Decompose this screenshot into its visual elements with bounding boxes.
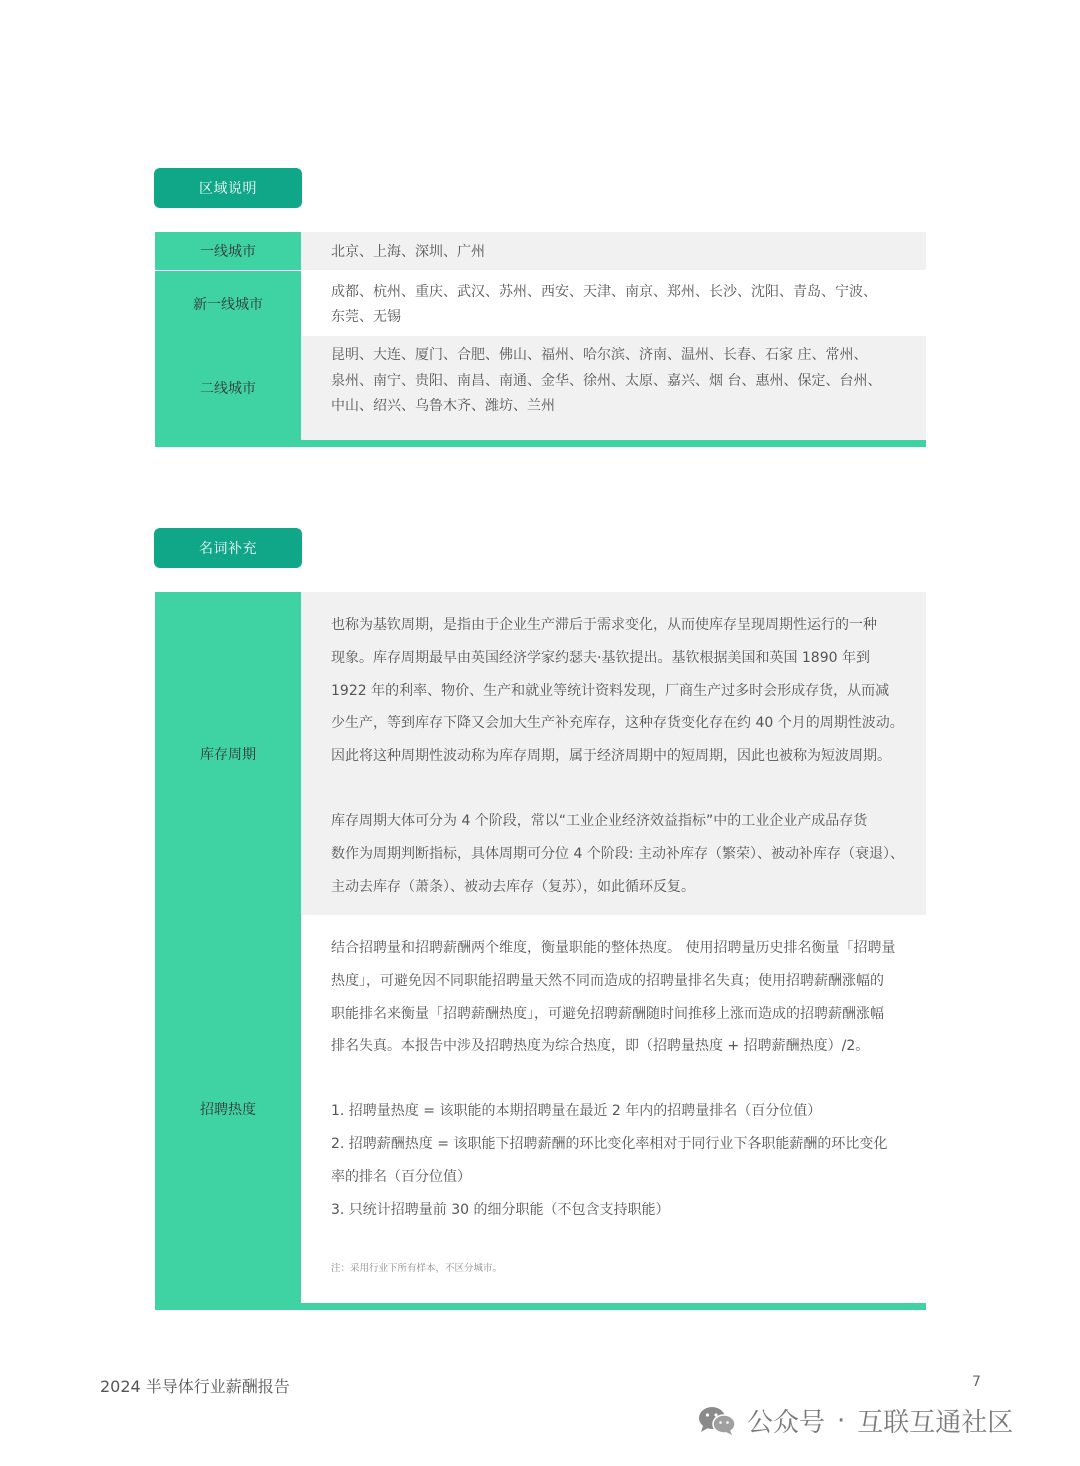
paragraph-gap [331,1063,908,1095]
row-label: 招聘热度 [155,915,301,1303]
table-row [155,336,926,440]
paragraph-gap [331,773,908,805]
row-label: 新一线城市 [155,271,301,336]
text-line: 成都、杭州、重庆、武汉、苏州、西安、天津、南京、郑州、长沙、沈阳、青岛、宁波、 [331,284,877,300]
report-title: 2024 半导体行业薪酬报告 [100,1377,290,1396]
table-row [155,270,926,336]
row-content [301,592,926,915]
text-line: 数作为周期判断指标，具体周期可分位 4 个阶段: 主动补库存（繁荣）、被动补库存（衰退）、 [331,845,904,862]
text-line: 现象。库存周期最早由英国经济学家约瑟夫·基钦提出。基钦根据美国和英国 1890 年到 [331,649,870,666]
table-bottom-bar [155,440,926,447]
row-label: 一线城市 [155,232,301,270]
row-content [301,232,926,270]
text-line: 结合招聘量和招聘薪酬两个维度，衡量职能的整体热度。 使用招聘量历史排名衡量「招聘量 [331,940,896,956]
text-line: 也称为基钦周期，是指由于企业生产滞后于需求变化，从而使库存呈现周期性运行的一种 [331,617,877,633]
wechat-icon [697,1405,737,1437]
row-content [301,336,926,440]
section-title-region: 区域说明 [154,168,302,208]
text-line: 1922 年的利率、物价、生产和就业等统计资料发现，厂商生产过多时会形成存货，从而减 [331,682,890,699]
row-label: 库存周期 [155,592,301,915]
text-line: 昆明、大连、厦门、合肥、佛山、福州、哈尔滨、济南、温州、长春、石家 庄、常州、 [331,347,868,363]
text-line: 库存周期大体可分为 4 个阶段，常以“工业企业经济效益指标”中的工业企业产成品存货 [331,812,868,829]
table-row [155,915,926,1303]
text-line: 泉州、南宁、贵阳、南昌、南通、金华、徐州、太原、嘉兴、烟 台、惠州、保定、台州、 [331,372,882,389]
footnote: 注：采用行业下所有样本，不区分城市。 [331,1263,503,1275]
text-line: 热度」，可避免因不同职能招聘量天然不同而造成的招聘量排名失真；使用招聘薪酬涨幅的 [331,972,884,989]
text-line: 职能排名来衡量「招聘薪酬热度」，可避免招聘薪酬随时间推移上涨而造成的招聘薪酬涨幅 [331,1005,884,1022]
text-line: 2. 招聘薪酬热度 = 该职能下招聘薪酬的环比变化率相对于同行业下各职能薪酬的环比变化 [331,1135,888,1152]
row-content [301,271,926,336]
text-line: 中山、绍兴、乌鲁木齐、潍坊、兰州 [331,398,555,414]
text-line: 排名失真。本报告中涉及招聘热度为综合热度，即（招聘量热度 + 招聘薪酬热度）/2。 [331,1038,870,1055]
text-line: 1. 招聘量热度 = 该职能的本期招聘量在最近 2 年内的招聘量排名（百分位值） [331,1103,822,1120]
table-row [155,592,926,915]
text-line: 少生产，等到库存下降又会加大生产补充库存，这种存货变化存在约 40 个月的周期性波动。 [331,715,904,732]
region-table [155,232,926,447]
table-row [155,232,926,270]
text-line: 因此将这种周期性波动称为库存周期，属于经济周期中的短周期，因此也被称为短波周期。 [331,748,891,765]
watermark-separator: · [837,1405,846,1436]
text-line: 东莞、无锡 [331,309,401,325]
watermark-name: 互联互通社区 [857,1408,1014,1438]
text-line: 3. 只统计招聘量前 30 的细分职能（不包含支持职能） [331,1201,670,1218]
row-content [301,915,926,1303]
table-bottom-bar [155,1303,926,1310]
row-label: 二线城市 [155,336,301,440]
text-line: 北京、上海、深圳、广州 [331,244,485,260]
glossary-table [155,592,926,1310]
section-title-glossary: 名词补充 [154,528,302,568]
watermark-prefix: 公众号 [747,1408,826,1438]
page-number: 7 [972,1374,981,1390]
text-line: 主动去库存（萧条）、被动去库存（复苏），如此循环反复。 [331,878,695,895]
text-line: 率的排名（百分位值） [331,1168,471,1185]
watermark [697,1402,1013,1439]
